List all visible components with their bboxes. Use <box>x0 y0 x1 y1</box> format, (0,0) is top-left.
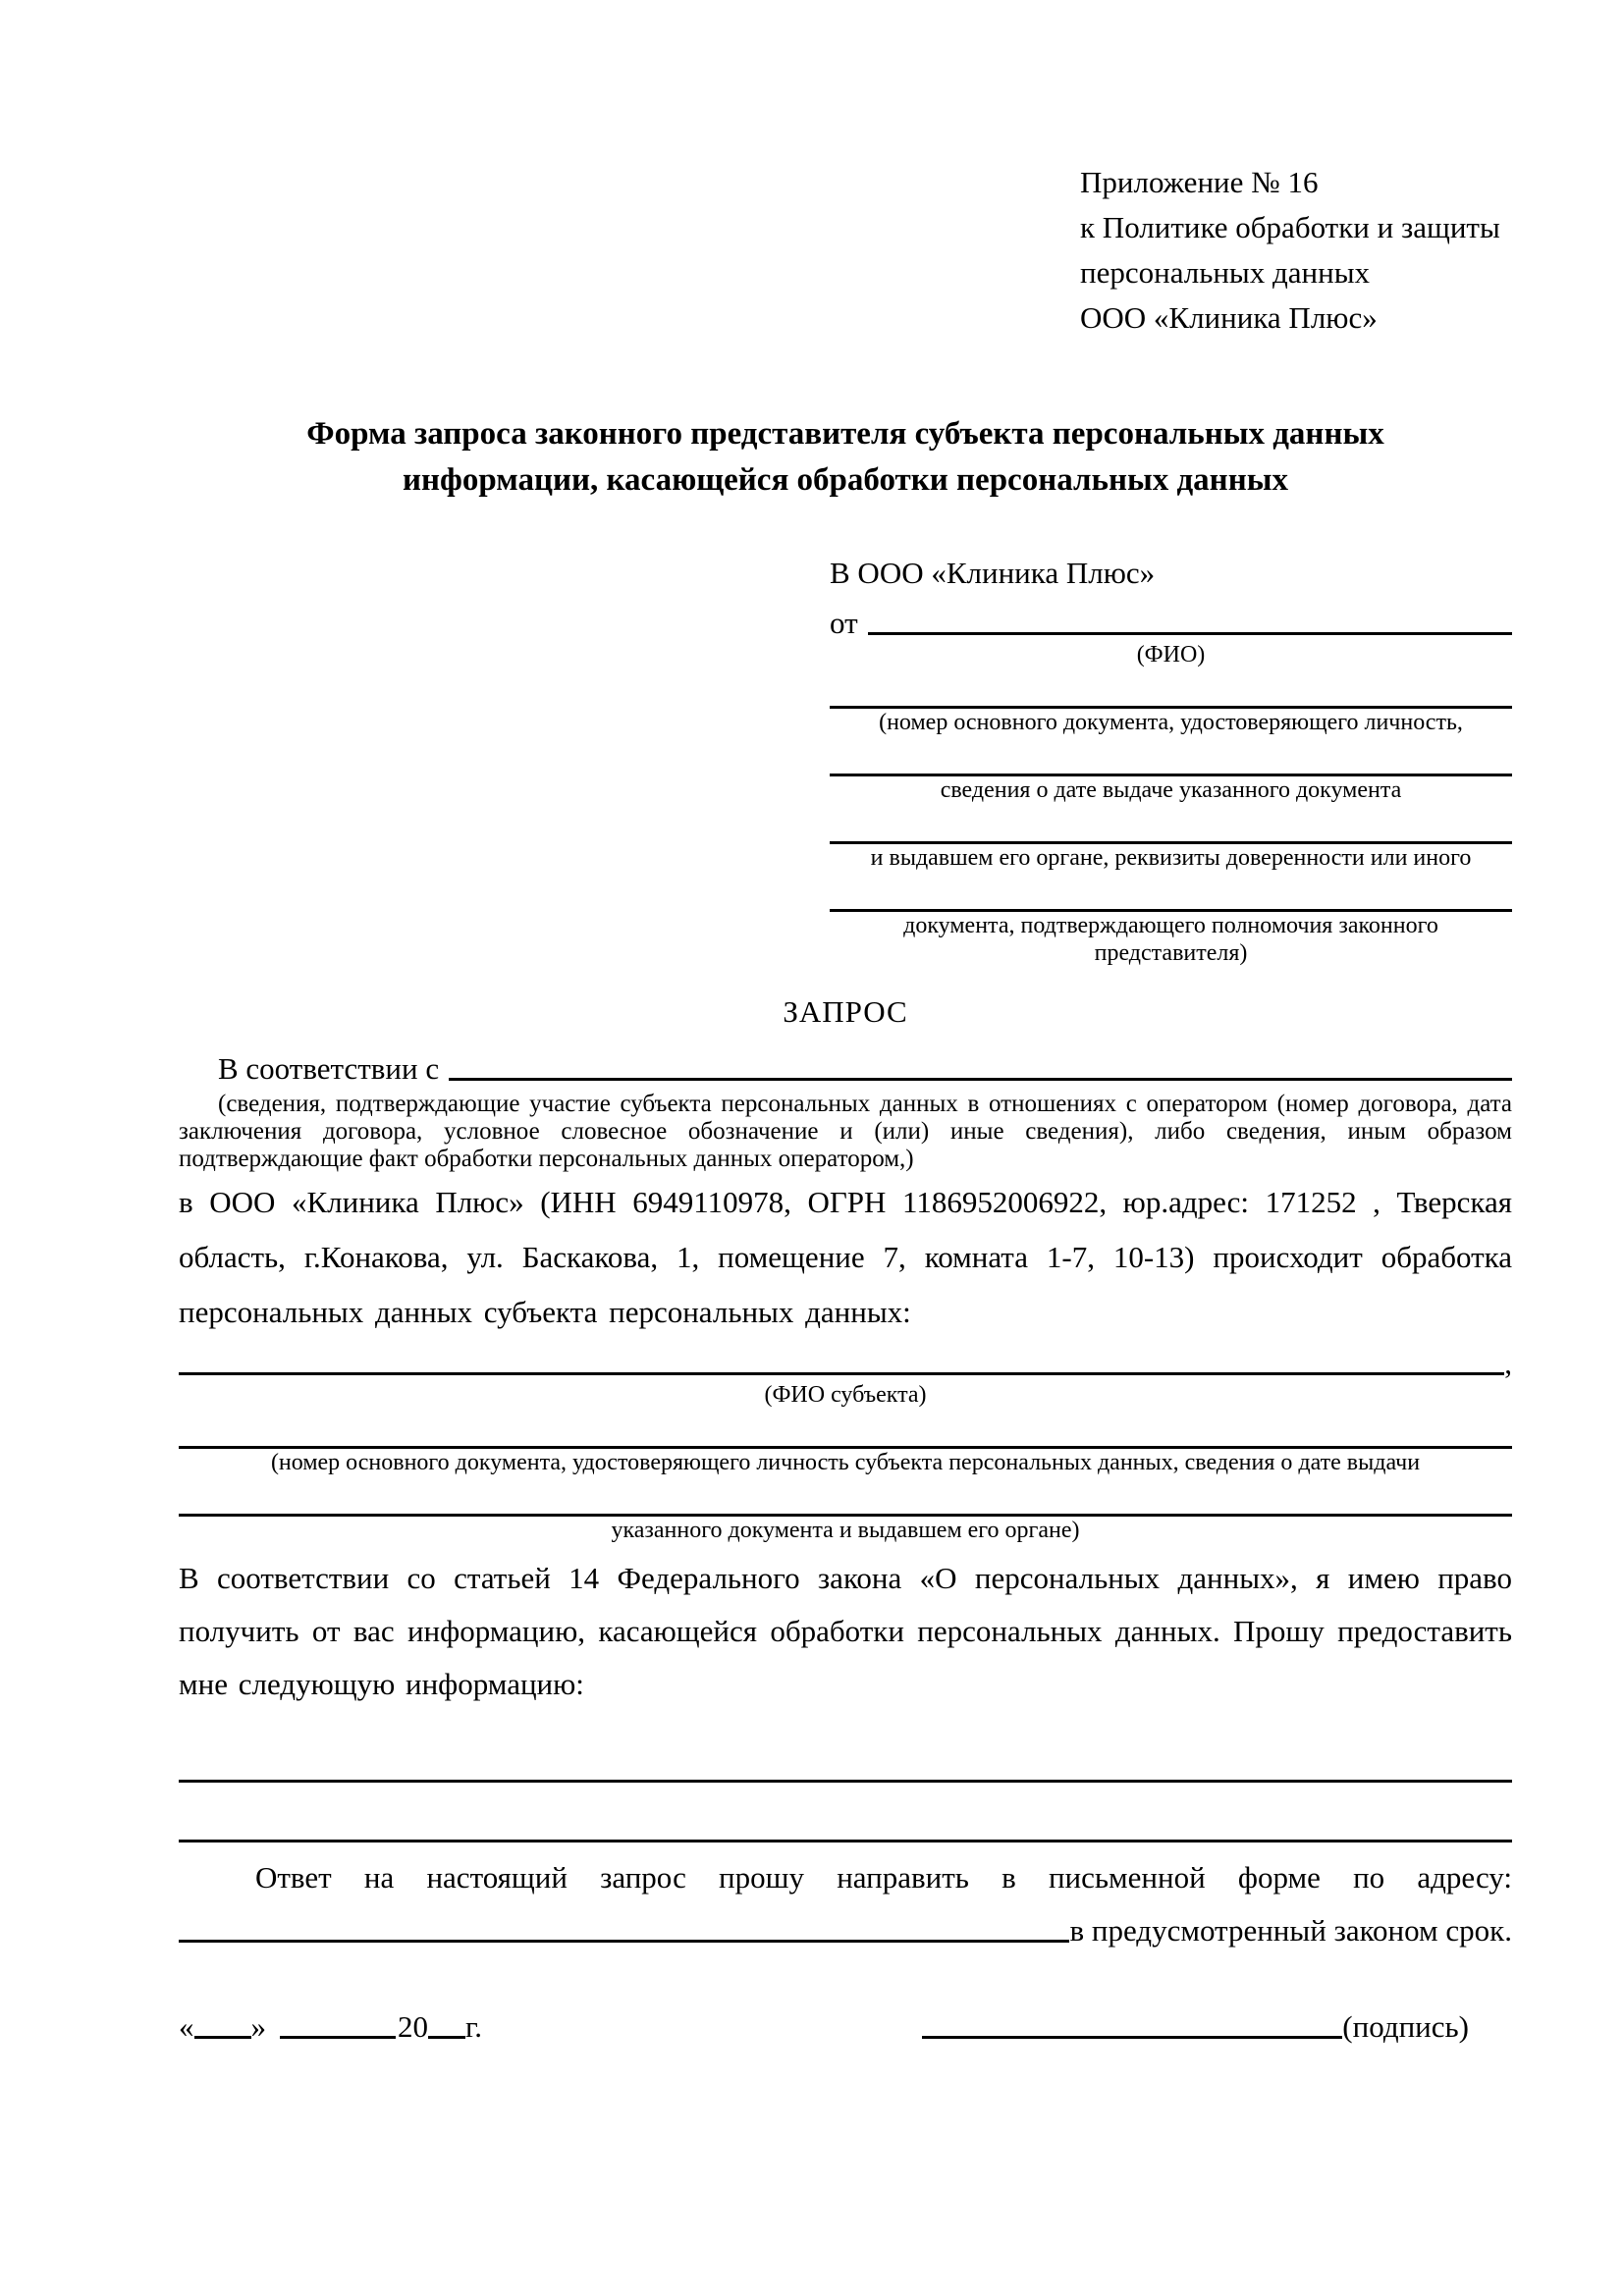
appendix-header-line: к Политике обработки и защиты <box>1080 210 1500 244</box>
signature-blank-line <box>922 2036 1342 2039</box>
addressee-to-line: В ООО «Клиника Плюс» <box>830 556 1156 590</box>
appendix-header-line: персональных данных <box>1080 255 1371 290</box>
appendix-header <box>1080 160 1512 341</box>
addressee-from-line <box>830 596 1512 641</box>
document-title-line: информации, касающейся обработки персональных данных <box>403 462 1288 498</box>
footer-row <box>179 2009 1512 2045</box>
issuing-authority-blank-line <box>830 804 1512 844</box>
accordance-blank-line <box>449 1078 1512 1081</box>
requested-info-blank-line-1 <box>179 1742 1512 1783</box>
subject-document-caption-1: (номер основного документа, удостоверяющего личность субъекта персональных данных, сведения о дате выдачи <box>270 1450 1421 1475</box>
date-year-blank <box>428 2036 465 2039</box>
accordance-caption: (сведения, подтверждающие участие субъекта персональных данных в отношениях с оператором (номер договора, дата заключения договора, условное словесное обозначение и (или) иные сведения), либо сведения, иным образом подтверждающие факт обработки персональных данных оператором,) <box>179 1091 1512 1172</box>
issue-date-caption: сведения о дате выдаче указанного документа <box>940 777 1402 803</box>
from-label: от <box>830 606 858 640</box>
document-title <box>179 411 1512 504</box>
operator-paragraph: в ООО «Клиника Плюс» (ИНН 6949110978, ОГРН 1186952006922, юр.адрес: 171252 , Тверская область, г.Конакова, ул. Баскакова, 1, помещение 7, комната 1-7, 10-13) происходит обработка персональных данных субъекта персональных данных: <box>179 1185 1512 1329</box>
addressee-block <box>830 551 1512 967</box>
fio-blank-line <box>868 632 1512 635</box>
authority-document-caption: документа, подтверждающего полномочия законного представителя) <box>903 913 1438 966</box>
signature-group <box>922 2009 1469 2045</box>
date-quote-open: « <box>179 2009 194 2044</box>
appendix-header-line: ООО «Клиника Плюс» <box>1080 300 1378 335</box>
date-quote-close: » <box>250 2009 266 2044</box>
authority-document-blank-line <box>830 872 1512 912</box>
document-number-caption: (номер основного документа, удостоверяющего личность, <box>879 710 1463 735</box>
law-paragraph: В соответствии со статьей 14 Федерального закона «О персональных данных», я имею право получить от вас информацию, касающейся обработки персональных данных. Прошу предоставить мне следующую информацию: <box>179 1561 1512 1701</box>
reply-address-line <box>179 1901 1512 1949</box>
reply-tail: в предусмотренный законом срок. <box>1069 1913 1512 1948</box>
subject-document-caption-2: указанного документа и выдавшем его органе) <box>611 1518 1080 1543</box>
date-year-suffix: г. <box>465 2009 482 2044</box>
subject-document-blank-line-2 <box>179 1476 1512 1517</box>
document-number-blank-line <box>830 668 1512 709</box>
trailing-comma: , <box>1504 1346 1512 1380</box>
reply-address-blank-line <box>179 1940 1069 1943</box>
reply-paragraph: Ответ на настоящий запрос прошу направить в письменной форме по адресу: <box>255 1860 1512 1895</box>
subject-fio-line <box>179 1340 1512 1381</box>
accordance-line <box>179 1040 1512 1087</box>
request-heading: ЗАПРОС <box>783 994 908 1029</box>
issuing-authority-caption: и выдавшем его органе, реквизиты доверенности или иного <box>870 845 1472 871</box>
accordance-label: В соответствии с <box>218 1051 440 1086</box>
subject-document-blank-line <box>179 1409 1512 1449</box>
fio-caption: (ФИО) <box>1136 642 1206 667</box>
subject-fio-caption: (ФИО субъекта) <box>764 1382 927 1408</box>
issue-date-blank-line <box>830 736 1512 776</box>
requested-info-blank-line-2 <box>179 1802 1512 1842</box>
document-title-line: Форма запроса законного представителя субъекта персональных данных <box>306 416 1384 452</box>
appendix-header-line: Приложение № 16 <box>1080 165 1319 199</box>
date-group <box>179 2009 482 2045</box>
subject-fio-blank-line <box>179 1372 1504 1375</box>
date-day-blank <box>194 2036 251 2039</box>
date-month-blank <box>280 2036 396 2039</box>
signature-caption: (подпись) <box>1342 2009 1469 2044</box>
date-year-prefix: 20 <box>398 2009 428 2044</box>
